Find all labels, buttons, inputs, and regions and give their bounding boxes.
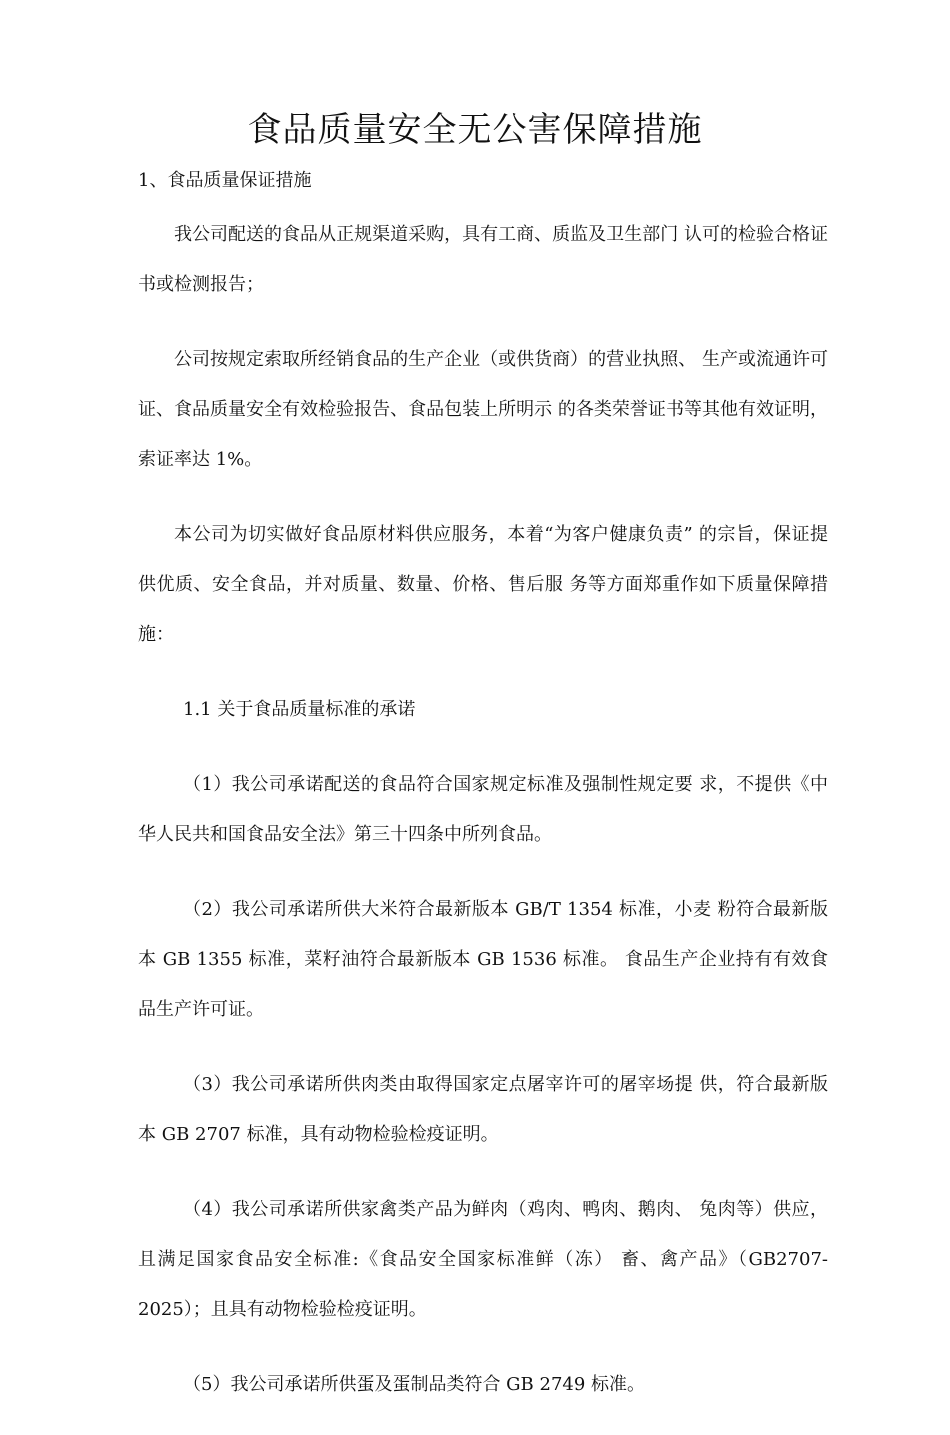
section-heading: 1、食品质量保证措施 (138, 170, 312, 191)
list-item: （3）我公司承诺所供肉类由取得国家定点屠宰许可的屠宰场提 供，符合最新版本 GB 2707 标准，具有动物检验检疫证明。 (138, 1074, 828, 1145)
paragraph: 公司按规定索取所经销食品的生产企业（或供货商）的营业执照、 生产或流通许可证、食品质量安全有效检验报告、食品包装上所明示 的各类荣誉证书等其他有效证明，索证率达 1%。 (138, 349, 828, 470)
list-item: （1）我公司承诺配送的食品符合国家规定标准及强制性规定要 求，不提供《中华人民共和国食品安全法》第三十四条中所列食品。 (138, 774, 828, 845)
list-item: （4）我公司承诺所供家禽类产品为鲜肉（鸡肉、鸭肉、鹅肉、 兔肉等）供应，且满足国家食品安全标准:《食品安全国家标准鲜（冻） 畜、禽产品》（GB2707-2025）；且具有动物检验检疫证明。 (138, 1199, 828, 1320)
list-item: （2）我公司承诺所供大米符合最新版本 GB/T 1354 标准，小麦 粉符合最新版本 GB 1355 标准，菜籽油符合最新版本 GB 1536 标准。 食品生产企业持有有效食品生产许可证。 (138, 899, 828, 1020)
paragraph: 我公司配送的食品从正规渠道采购，具有工商、质监及卫生部门 认可的检验合格证书或检测报告； (138, 224, 828, 295)
paragraph: 本公司为切实做好食品原材料供应服务，本着“为客户健康负责” 的宗旨，保证提供优质、安全食品，并对质量、数量、价格、售后服 务等方面郑重作如下质量保障措施： (138, 524, 828, 645)
document-title: 食品质量安全无公害保障措施 (247, 110, 703, 150)
subsection-heading: 1.1 关于食品质量标准的承诺 (183, 699, 416, 720)
document-body (138, 210, 828, 1435)
list-item: （5）我公司承诺所供蛋及蛋制品类符合 GB 2749 标准。 (183, 1374, 646, 1395)
